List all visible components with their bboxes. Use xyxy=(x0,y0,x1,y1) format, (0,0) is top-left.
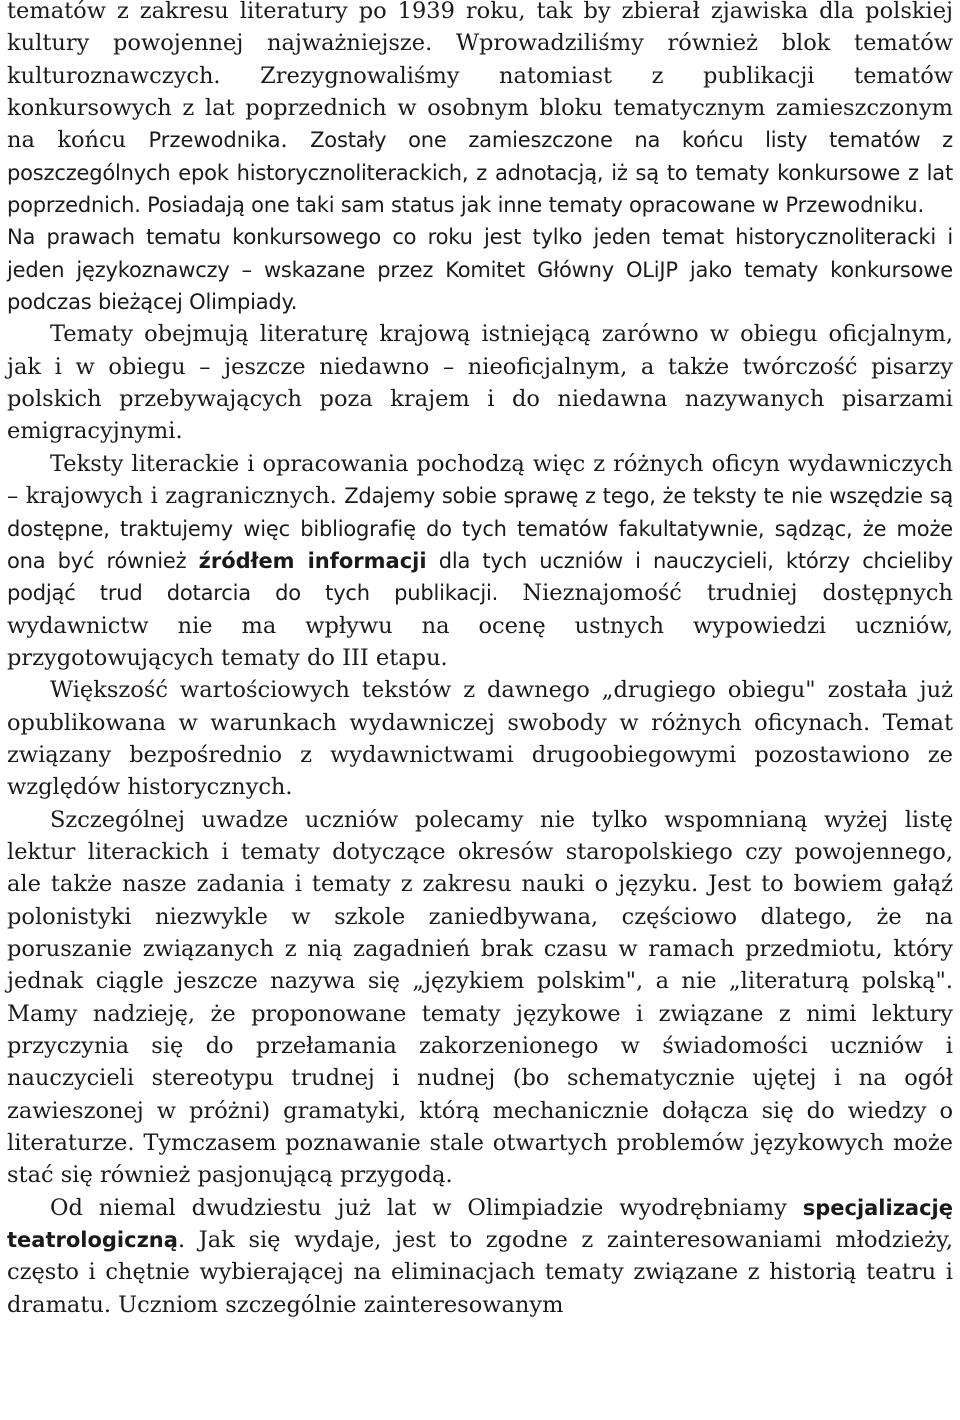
paragraph-szczegolnej-uwadze xyxy=(7,804,953,1192)
text-segment: dla tych uczniów i nauczycieli, którzy chcieliby podjąć trud dotarcia do tych publikacji. xyxy=(7,548,953,606)
title-reference-przewodnik: Przewodniku xyxy=(785,193,918,218)
text-segment: tematów z zakresu literatury po 1939 roku, tak by zbierał zjawiska dla polskiej kultury powojennej najważniejsze. Wprowadziliśmy również blok tematów kulturoznawczych. Zrezygnowaliśmy natomiast z publikacji tematów konkursowych z lat poprzednich w osobnym bloku tematycznym zamieszczonym na końcu xyxy=(7,0,953,154)
text-segment: . xyxy=(280,127,311,154)
paragraph-teatrologia xyxy=(7,1192,953,1321)
text-segment: Większość wartościowych tekstów z dawnego „drugiego obiegu" została już opublikowana w warunkach wydawniczej swobody w różnych oficynach. Temat związany bezpośrednio z wydawnictwami drugoobiegowymi pozostawiono ze względów historycznych. xyxy=(7,677,953,801)
text-segment: Na prawach tematu konkursowego co roku jest tylko jeden temat historycznoliteracki i jeden językoznawczy – wskazane przez Komitet Główny OLiJP jako tematy konkursowe podczas bieżącej Olimpiady. xyxy=(7,225,953,315)
paragraph-teksty-literackie xyxy=(7,448,953,674)
text-segment: Zostały one zamieszczone na końcu listy tematów z poszczególnych epok historycznoliterackich, z adnotacją, iż są to tematy konkursowe z lat poprzednich. xyxy=(7,128,953,218)
text-segment: . Jak się wydaje, jest to zgodne z zainteresowaniami młodzieży, często i chętnie wybierającej na eliminacjach tematy związane z historią teatru i dramatu. Uczniom szczególnie zainteresowanym xyxy=(7,1227,953,1318)
paragraph-konkursowe xyxy=(7,221,953,318)
text-segment: Zdajemy sobie sprawę z tego, że teksty te nie wszędzie są dostępne, traktujemy więc bibliografię do tych tematów fakultatywnie, sądząc, że może ona być również xyxy=(7,484,954,573)
title-reference-przewodnik: Przewodnika xyxy=(148,128,281,153)
text-segment: Szczególnej uwadze uczniów polecamy nie tylko wspomnianą wyżej listę lektur literackich i tematy dotyczące okresów staropolskiego czy powojennego, ale także nasze zadania i tematy z zakresu nauki o języku. Jest to bowiem gałąź polonistyki niezwykle w szkole zaniedbywana, częściowo dlatego, że na poruszanie związanych z nią zagadnień brak czasu w ramach przedmiotu, który jednak ciągle jeszcze nazywa się „językiem polskim", a nie „literaturą polską". Mamy nadzieję, że proponowane tematy językowe i związane z nimi lektury przyczynia się do przełamania zakorzenionego w świadomości uczniów i nauczycieli stereotypu trudnej i nudnej (bo schematycznie ujętej i na ogół zawieszonej w próżni) gramatyki, którą mechanicznie dołącza się do wiedzy o literaturze. Tymczasem poznawanie stale otwartych problemów językowych może stać się również pasjonującą przygodą. xyxy=(7,806,953,1189)
text-segment: Nieznajomość trudniej dostępnych wydawnictw nie ma wpływu na ocenę ustnych wypowiedzi uczniów, przygotowujących tematy do III etapu. xyxy=(7,580,953,671)
text-segment: . xyxy=(917,193,924,218)
document-page xyxy=(7,0,953,1321)
text-segment: Od niemal dwudziestu już lat w Olimpiadzie wyodrębniamy xyxy=(50,1194,803,1221)
paragraph-wiekszosc xyxy=(7,674,953,803)
text-segment: Teksty literackie i opracowania pochodzą więc z różnych oficyn wydawniczych – krajowych i zagranicznych. xyxy=(7,450,953,510)
text-segment: Tematy obejmują literaturę krajową istniejącą zarówno w obiegu oficjalnym, jak i w obiegu – jeszcze niedawno – nieoficjalnym, a także twórczość pisarzy polskich przebywających poza krajem i do niedawna nazywanych pisarzami emigracyjnymi. xyxy=(7,321,953,445)
emphasis-specjalizacja-teatrologiczna: specjalizację teatrologiczną xyxy=(7,1195,953,1253)
paragraph-intro xyxy=(7,0,953,221)
text-segment: Posiadają one taki sam status jak inne tematy opracowane w xyxy=(147,193,786,218)
paragraph-tematy-obejmuja xyxy=(7,318,953,447)
emphasis-zrodlem-informacji: źródłem informacji xyxy=(198,548,427,573)
